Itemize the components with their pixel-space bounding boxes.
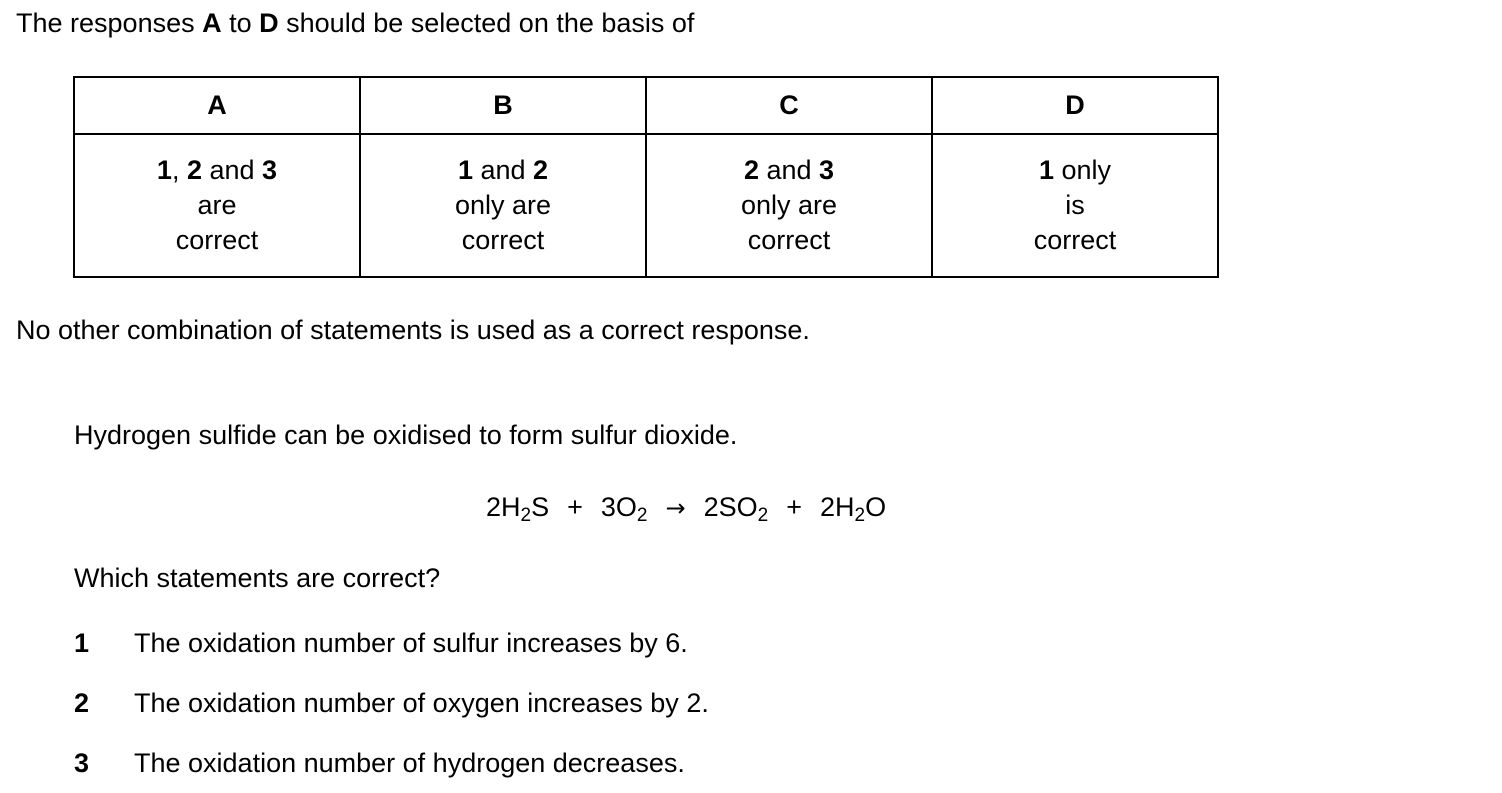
- statement-text: The oxidation number of sulfur increases by 6.: [134, 628, 688, 658]
- statement-text: The oxidation number of oxygen increases by 2.: [134, 688, 709, 718]
- response-key-table: [73, 76, 1219, 278]
- key-cell-c: 2 and 3 only are correct: [646, 134, 932, 277]
- key-body-row: [74, 134, 1218, 277]
- statement-number: 1: [74, 628, 90, 658]
- key-cell-d: 1 only is correct: [932, 134, 1218, 277]
- statement-number: 3: [74, 748, 90, 778]
- no-other-combination-text: No other combination of statements is used as a correct response.: [16, 315, 810, 345]
- question-stem: Hydrogen sulfide can be oxidised to form sulfur dioxide.: [74, 420, 738, 450]
- key-cell-b: 1 and 2 only are correct: [360, 134, 646, 277]
- key-header-d: D: [932, 77, 1218, 134]
- statement-number: 2: [74, 688, 90, 718]
- key-header-c: C: [646, 77, 932, 134]
- key-cell-a: 1, 2 and 3 are correct: [74, 134, 360, 277]
- key-header-row: [74, 77, 1218, 134]
- intro-text: The responses A to D should be selected on the basis of: [16, 8, 695, 38]
- statement-text: The oxidation number of hydrogen decreases.: [134, 748, 685, 778]
- key-header-a: A: [74, 77, 360, 134]
- chemical-equation: $2H_2S + 3O_2 \to 2SO_2 + 2H_2O$: [486, 492, 887, 526]
- question-text: Which statements are correct?: [74, 563, 441, 593]
- key-header-b: B: [360, 77, 646, 134]
- reaction-arrow-icon: →: [665, 494, 686, 522]
